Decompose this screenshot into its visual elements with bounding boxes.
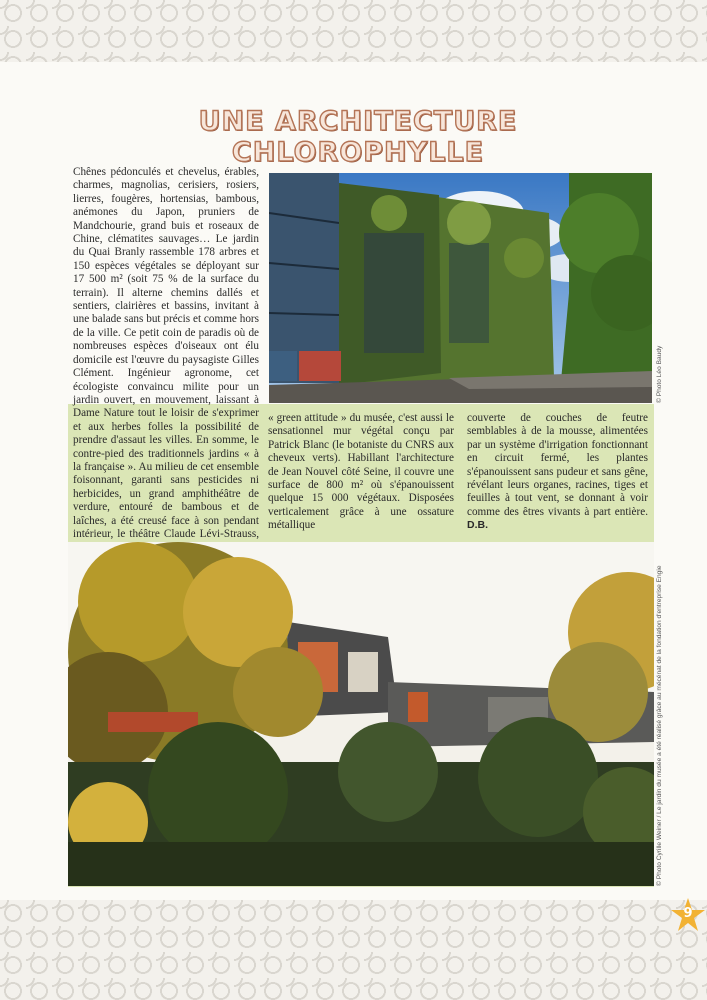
photo-credit-top: © Photo Léo Baudy xyxy=(656,345,663,403)
photo-green-wall-facade xyxy=(269,173,652,403)
photo-credit-bottom: © Photo Cyrille Weiner / Le jardin du musée a été réalisé grâce au mécénat de la fondation d'entreprise Engie xyxy=(656,565,663,886)
text-column-left xyxy=(73,166,259,568)
page-number: 9 xyxy=(683,906,693,921)
decorative-border-bottom xyxy=(0,900,707,1000)
body-text: couverte de couches de feutre semblables à de la mousse, alimentées par un système d'irrigation fonctionnant en circuit fermé, les plantes s'épanouissent sans pudeur et sans gêne, révélant leurs organes, racines, tiges et feuilles à tout vent, se donnant à voir comme des êtres vivants à part entière. xyxy=(467,412,648,518)
text-column-middle xyxy=(268,412,454,533)
photo-museum-garden xyxy=(68,542,654,886)
body-paragraph: Chênes pédonculés et chevelus, érables, charmes, magnolias, cerisiers, rosiers, lierres, fougères, hortensias, bambous, anémones du Japon, pruniers de Mandchourie, grand buis et roseaux de Chine, clématites sauvages… Le jardin du Quai Branly rassemble 178 arbres et 150 espèces végétales se déployant sur 17 500 m² (soit 75 % de la surface du terrain). Il alterne chemins dallés et sentiers, clairières et bassins, invitant à une balade sans but précis et comme hors de la ville. Ce petit coin de paradis où de nombreuses espèces d'oiseaux ont élu domicile est l'œuvre du paysagiste Gilles Clément. Ingénieur agronome, cet écologiste convaincu milite pour un jardin ouvert, en mouvement, laissant à Dame Nature tout le loisir de s'exprimer et aux herbes folles la possibilité de prendre d'assaut les villes. En somme, le contre-pied des traditionnels jardins « à la française ». Au milieu de cet ensemble foisonnant, garanti sans pesticides ni herbicides, un grand amphithéâtre de verdure, entouré de bambous et de laîches, a été creusé face à son pendant intérieur, le théâtre Claude Lévi-Strauss, xyxy=(73,166,259,540)
text-column-right xyxy=(467,412,648,533)
author-signature: D.B. xyxy=(467,519,488,532)
decorative-border-top xyxy=(0,0,707,62)
body-paragraph xyxy=(467,412,648,533)
page-title: UNE ARCHITECTURE CHLOROPHYLLE xyxy=(198,106,518,168)
body-paragraph: « green attitude » du musée, c'est aussi le sensationnel mur végétal conçu par Patrick Blanc (le botaniste du CNRS aux cheveux verts). Habillant l'architecture de Jean Nouvel côté Seine, il couvre une surface de 800 m² où s'épanouissent quelque 15 000 végétaux. Disposées verticalement grâce à une ossature métallique xyxy=(268,412,454,532)
